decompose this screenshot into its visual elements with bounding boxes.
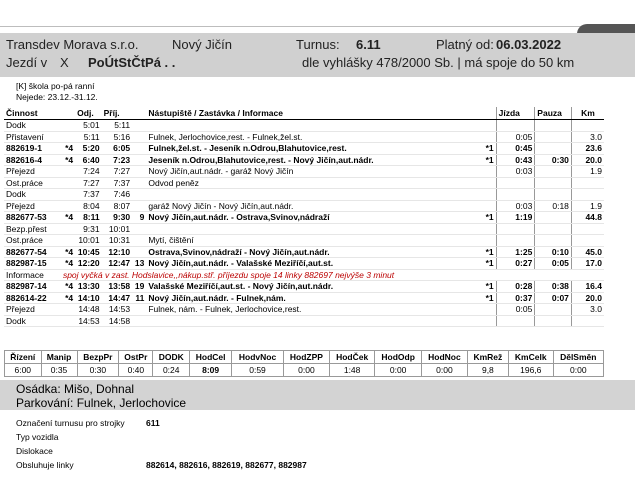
stop-info-cell [146, 189, 482, 201]
schedule-row [4, 177, 604, 189]
activity-cell: Dodk [4, 315, 61, 327]
departure-cell: 6:40 [75, 154, 101, 166]
valid-label: Platný od: [436, 37, 494, 52]
stop-number-cell [132, 177, 146, 189]
ride-cell [496, 223, 535, 235]
col-km: Km [571, 107, 604, 120]
pause-cell: 0:05 [535, 258, 572, 270]
stop-number-cell [132, 143, 146, 155]
pause-cell [535, 189, 572, 201]
schedule-table [4, 107, 604, 327]
summary-header-cell: BezpPr [77, 351, 119, 364]
stop-number-cell [132, 166, 146, 178]
stop-number-cell: 9 [132, 212, 146, 224]
activity-cell: Přistavení [4, 131, 61, 143]
departure-cell: 7:24 [75, 166, 101, 178]
marker-cell: *4 [61, 292, 75, 304]
ride-cell [496, 315, 535, 327]
pause-cell [535, 166, 572, 178]
pause-cell [535, 120, 572, 132]
arrival-cell: 8:07 [102, 200, 133, 212]
marker-cell [61, 304, 75, 316]
activity-cell: Přejezd [4, 304, 61, 316]
info-value: 611 [146, 418, 160, 428]
flag-cell [482, 315, 496, 327]
stop-info-cell: Nový Jičín,aut.nádr. - Valašské Meziříčí,aut.st. [146, 258, 482, 270]
ride-cell: 0:05 [496, 304, 535, 316]
summary-header-cell: HodNoc [422, 351, 468, 364]
departure-cell: 7:37 [75, 189, 101, 201]
ride-cell [496, 120, 535, 132]
stop-number-cell [132, 120, 146, 132]
arrival-cell: 7:23 [102, 154, 133, 166]
top-bar [0, 0, 635, 27]
stop-info-cell: Mytí, čištění [146, 235, 482, 247]
ride-cell [496, 177, 535, 189]
stop-number-cell: 11 [132, 292, 146, 304]
schedule-row [4, 166, 604, 178]
summary-header-cell: KmRež [467, 351, 508, 364]
summary-header-cell: HodvNoc [232, 351, 283, 364]
info-label: Obsluhuje linky [16, 460, 74, 470]
ride-cell: 0:03 [496, 166, 535, 178]
days-prefix: Jezdí v [6, 55, 48, 70]
info-label: Dislokace [16, 446, 53, 456]
summary-header-cell: HodZPP [283, 351, 329, 364]
info-label: Označení turnusu pro strojky [16, 418, 125, 428]
arrival-cell: 12:10 [102, 246, 133, 258]
departure-cell: 5:20 [75, 143, 101, 155]
summary-header-cell: Řízení [5, 351, 42, 364]
ride-cell: 0:05 [496, 131, 535, 143]
departure-cell: 12:20 [75, 258, 101, 270]
activity-cell: Přejezd [4, 166, 61, 178]
summary-header-row [5, 351, 604, 364]
turn-label: Turnus: [296, 37, 340, 52]
arrival-cell: 9:30 [102, 212, 133, 224]
marker-cell: *4 [61, 143, 75, 155]
pause-cell: 0:10 [535, 246, 572, 258]
arrival-cell: 7:37 [102, 177, 133, 189]
activity-cell: Dodk [4, 120, 61, 132]
stop-number-cell [132, 246, 146, 258]
summary-header-cell: Manip [41, 351, 77, 364]
stop-number-cell [132, 235, 146, 247]
parking-location: Parkování: Fulnek, Jerlochovice [16, 396, 187, 410]
schedule-row [4, 189, 604, 201]
marker-cell [61, 166, 75, 178]
turn-header [0, 33, 635, 77]
summary-value-cell: 9,8 [467, 364, 508, 377]
flag-cell [482, 166, 496, 178]
flag-cell: *1 [482, 154, 496, 166]
pause-cell: 0:38 [535, 281, 572, 293]
stop-number-cell: 19 [132, 281, 146, 293]
flag-cell [482, 177, 496, 189]
schedule-row [4, 131, 604, 143]
stop-info-cell [146, 120, 482, 132]
marker-cell: *4 [61, 258, 75, 270]
flag-cell [482, 200, 496, 212]
marker-cell [61, 189, 75, 201]
km-cell: 3.0 [571, 304, 604, 316]
schedule-row [4, 304, 604, 316]
departure-cell: 13:30 [75, 281, 101, 293]
flag-cell [482, 235, 496, 247]
pause-cell: 0:30 [535, 154, 572, 166]
info-row [4, 269, 604, 281]
flag-cell: *1 [482, 258, 496, 270]
stop-info-cell: Fulnek,žel.st. - Jeseník n.Odrou,Blahutovice,rest. [146, 143, 482, 155]
flag-cell [482, 131, 496, 143]
summary-value-cell: 0:40 [119, 364, 153, 377]
flag-cell [482, 223, 496, 235]
ride-cell [496, 235, 535, 247]
stop-number-cell [132, 304, 146, 316]
arrival-cell: 5:16 [102, 131, 133, 143]
summary-value-cell: 196,6 [508, 364, 553, 377]
km-cell [571, 177, 604, 189]
summary-value-cell: 8:09 [190, 364, 232, 377]
stop-info-cell: Nový Jičín,aut.nádr. - garáž Nový Jičín [146, 166, 482, 178]
stop-info-cell [146, 223, 482, 235]
km-cell: 20.0 [571, 292, 604, 304]
note-line-1: [K] škola po-pá ranní [16, 81, 95, 91]
notes [0, 78, 635, 106]
schedule-row [4, 212, 604, 224]
pause-cell [535, 304, 572, 316]
summary-value-cell: 0:24 [153, 364, 190, 377]
stop-info-cell: Fulnek, nám. - Fulnek, Jerlochovice,rest. [146, 304, 482, 316]
pause-cell [535, 235, 572, 247]
schedule-row [4, 246, 604, 258]
stop-number-cell [132, 223, 146, 235]
km-cell: 23.6 [571, 143, 604, 155]
summary-header-cell: DODK [153, 351, 190, 364]
departure-cell: 7:27 [75, 177, 101, 189]
activity-cell: Dodk [4, 189, 61, 201]
stop-info-cell [146, 315, 482, 327]
stop-number-cell [132, 154, 146, 166]
summary-header-cell: HodČek [330, 351, 375, 364]
stop-info-cell: garáž Nový Jičín - Nový Jičín,aut.nádr. [146, 200, 482, 212]
schedule-row [4, 143, 604, 155]
activity-cell: Ost.práce [4, 177, 61, 189]
summary-value-cell: 0:00 [553, 364, 603, 377]
summary-header-cell: OstPr [119, 351, 153, 364]
pause-cell [535, 143, 572, 155]
schedule-row [4, 200, 604, 212]
summary-header-cell: KmCelk [508, 351, 553, 364]
pause-cell: 0:18 [535, 200, 572, 212]
ride-cell: 0:37 [496, 292, 535, 304]
stop-number-cell [132, 200, 146, 212]
flag-cell: *1 [482, 281, 496, 293]
arrival-cell: 13:58 [102, 281, 133, 293]
summary-value-cell: 6:00 [5, 364, 42, 377]
departure-cell: 10:01 [75, 235, 101, 247]
marker-cell [61, 315, 75, 327]
ride-cell: 1:19 [496, 212, 535, 224]
marker-cell [61, 131, 75, 143]
flag-cell: *1 [482, 212, 496, 224]
activity-cell: 882677-53 [4, 212, 61, 224]
summary-value-cell: 0:59 [232, 364, 283, 377]
km-cell: 1.9 [571, 200, 604, 212]
ride-cell: 0:43 [496, 154, 535, 166]
summary-value-cell: 0:00 [375, 364, 422, 377]
flag-cell [482, 189, 496, 201]
flag-cell [482, 304, 496, 316]
schedule-row [4, 235, 604, 247]
company-name: Transdev Morava s.r.o. [6, 37, 139, 52]
km-cell: 20.0 [571, 154, 604, 166]
stop-info-cell: Jeseník n.Odrou,Blahutovice,rest. - Nový Jičín,aut.nádr. [146, 154, 482, 166]
col-stop-info: Nástupiště / Zastávka / Informace [146, 107, 482, 120]
arrival-cell: 14:58 [102, 315, 133, 327]
pause-cell [535, 315, 572, 327]
summary-table [4, 350, 604, 377]
ride-cell: 0:28 [496, 281, 535, 293]
info-value: 882614, 882616, 882619, 882677, 882987 [146, 460, 307, 470]
col-ride: Jízda [496, 107, 535, 120]
stop-number-cell [132, 131, 146, 143]
summary-value-cell: 0:00 [422, 364, 468, 377]
col-arrival: Příj. [102, 107, 133, 120]
stop-info-cell: Valašské Meziříčí,aut.st. - Nový Jičín,aut.nádr. [146, 281, 482, 293]
departure-cell: 8:04 [75, 200, 101, 212]
pause-cell [535, 223, 572, 235]
schedule-row [4, 315, 604, 327]
activity-cell: Přejezd [4, 200, 61, 212]
km-cell: 17.0 [571, 258, 604, 270]
stop-info-cell: Nový Jičín,aut.nádr. - Fulnek,nám. [146, 292, 482, 304]
km-cell: 44.8 [571, 212, 604, 224]
km-cell [571, 223, 604, 235]
schedule-row [4, 154, 604, 166]
marker-cell [61, 223, 75, 235]
flag-cell [482, 120, 496, 132]
ride-cell: 1:25 [496, 246, 535, 258]
crew-names: Osádka: Mišo, Dohnal [16, 382, 135, 396]
decree-text: dle vyhlášky 478/2000 Sb. | má spoje do 50 km [302, 55, 575, 70]
activity-cell: 882614-22 [4, 292, 61, 304]
arrival-cell: 5:11 [102, 120, 133, 132]
km-cell: 1.9 [571, 166, 604, 178]
days-code: PoÚtStČtPá . . [88, 55, 176, 70]
marker-cell [61, 200, 75, 212]
km-cell: 45.0 [571, 246, 604, 258]
activity-cell: Informace [4, 269, 61, 281]
valid-date: 06.03.2022 [496, 37, 562, 52]
pause-cell [535, 177, 572, 189]
km-cell: 3.0 [571, 131, 604, 143]
ride-cell [496, 189, 535, 201]
summary-header-cell: HodOdp [375, 351, 422, 364]
departure-cell: 14:10 [75, 292, 101, 304]
marker-cell: *4 [61, 246, 75, 258]
activity-cell: 882987-15 [4, 258, 61, 270]
activity-cell: Bezp.přest [4, 223, 61, 235]
summary-header-cell: DělSměn [553, 351, 603, 364]
summary-value-row [5, 364, 604, 377]
km-cell [571, 189, 604, 201]
schedule-row [4, 292, 604, 304]
days-x: X [60, 55, 69, 70]
km-cell [571, 235, 604, 247]
departure-cell: 10:45 [75, 246, 101, 258]
summary-header-cell: HodCel [190, 351, 232, 364]
stop-info-cell: Ostrava,Svinov,nádraží - Nový Jičín,aut.nádr. [146, 246, 482, 258]
arrival-cell: 14:53 [102, 304, 133, 316]
activity-cell: 882619-1 [4, 143, 61, 155]
stop-info-cell: Odvod peněz [146, 177, 482, 189]
arrival-cell: 12:47 [102, 258, 133, 270]
town-name: Nový Jičín [172, 37, 232, 52]
arrival-cell: 7:46 [102, 189, 133, 201]
schedule-header-row [4, 107, 604, 120]
departure-cell: 5:11 [75, 131, 101, 143]
marker-cell [61, 177, 75, 189]
pause-cell [535, 212, 572, 224]
arrival-cell: 10:31 [102, 235, 133, 247]
arrival-cell: 7:27 [102, 166, 133, 178]
col-departure: Odj. [75, 107, 101, 120]
stop-number-cell: 13 [132, 258, 146, 270]
km-cell [571, 120, 604, 132]
marker-cell: *4 [61, 154, 75, 166]
summary-value-cell: 0:00 [283, 364, 329, 377]
activity-cell: 882987-14 [4, 281, 61, 293]
departure-cell: 9:31 [75, 223, 101, 235]
flag-cell: *1 [482, 246, 496, 258]
activity-cell: 882616-4 [4, 154, 61, 166]
departure-cell: 14:48 [75, 304, 101, 316]
km-cell [571, 315, 604, 327]
summary-value-cell: 0:35 [41, 364, 77, 377]
departure-cell: 8:11 [75, 212, 101, 224]
marker-cell [61, 235, 75, 247]
km-cell: 16.4 [571, 281, 604, 293]
stop-number-cell [132, 189, 146, 201]
schedule-row [4, 223, 604, 235]
note-line-2: Nejede: 23.12.-31.12. [16, 92, 98, 102]
marker-cell [61, 120, 75, 132]
schedule-row [4, 120, 604, 132]
stop-info-cell: Fulnek, Jerlochovice,rest. - Fulnek,žel.st. [146, 131, 482, 143]
activity-cell: Ost.práce [4, 235, 61, 247]
departure-cell: 14:53 [75, 315, 101, 327]
schedule-row [4, 281, 604, 293]
pause-cell: 0:07 [535, 292, 572, 304]
stop-number-cell [132, 315, 146, 327]
pause-cell [535, 131, 572, 143]
ride-cell: 0:03 [496, 200, 535, 212]
marker-cell: *4 [61, 212, 75, 224]
crew-panel [0, 380, 635, 410]
summary-value-cell: 0:30 [77, 364, 119, 377]
col-pause: Pauza [535, 107, 572, 120]
ride-cell: 0:27 [496, 258, 535, 270]
schedule-row [4, 258, 604, 270]
flag-cell: *1 [482, 143, 496, 155]
info-label: Typ vozidla [16, 432, 59, 442]
arrival-cell: 6:05 [102, 143, 133, 155]
stop-info-cell: Nový Jičín,aut.nádr. - Ostrava,Svinov,nádraží [146, 212, 482, 224]
departure-cell: 5:01 [75, 120, 101, 132]
info-text-cell: spoj vyčká v zast. Hodslavice,,nákup.stř. příjezdu spoje 14 linky 882697 nejvýše 3 minut [61, 269, 604, 281]
turn-value: 6.11 [356, 37, 381, 52]
arrival-cell: 14:47 [102, 292, 133, 304]
activity-cell: 882677-54 [4, 246, 61, 258]
arrival-cell: 10:01 [102, 223, 133, 235]
marker-cell: *4 [61, 281, 75, 293]
ride-cell: 0:45 [496, 143, 535, 155]
col-activity: Činnost [4, 107, 61, 120]
flag-cell: *1 [482, 292, 496, 304]
summary-value-cell: 1:48 [330, 364, 375, 377]
